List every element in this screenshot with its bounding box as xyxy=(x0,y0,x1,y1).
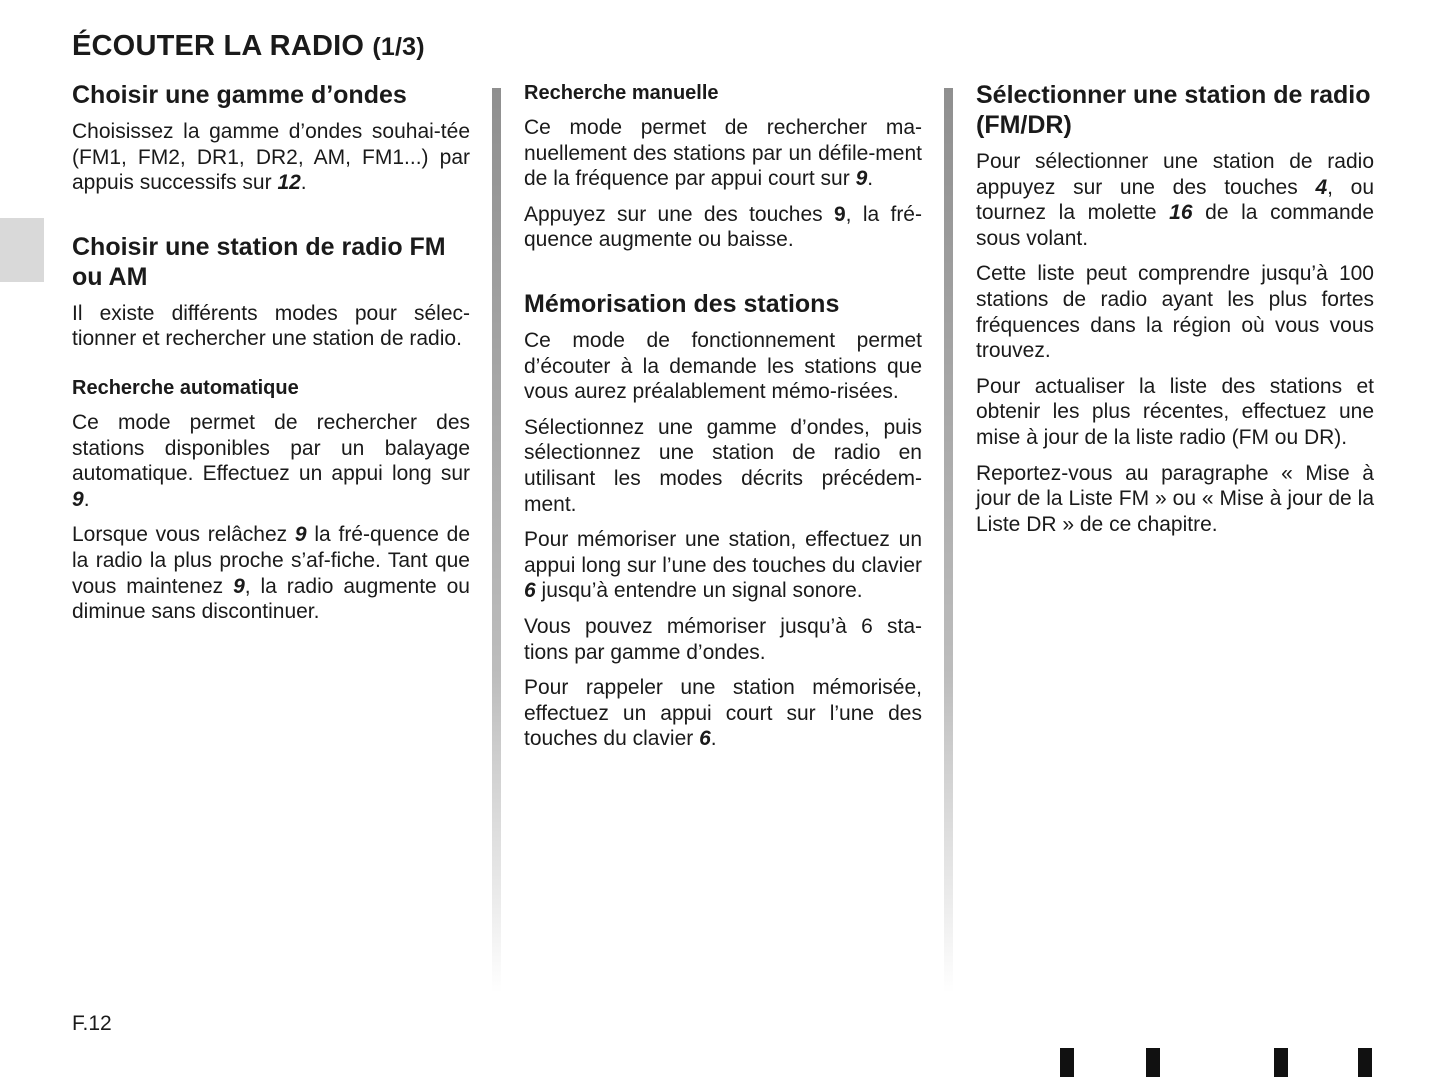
paragraph-list: Cette liste peut comprendre jusqu’à 100 stations de radio ayant les plus fortes fréquences dans la région où vous vous trouvez. xyxy=(976,262,1374,363)
key-ref: 9 xyxy=(833,202,846,226)
column-right xyxy=(976,80,1374,547)
page-title-part: (1/3) xyxy=(372,33,425,61)
heading-manual-search: Recherche manuelle xyxy=(524,82,719,104)
paragraph-recall: Pour rappeler une station mémorisée, effectuez un appui court sur l’une des touches du clavier 6. xyxy=(524,676,922,751)
print-mark xyxy=(1060,1048,1074,1077)
paragraph-auto-search: Ce mode permet de rechercher des stations disponibles par un balayage automatique. Effectuez un appui long sur 9. xyxy=(72,410,470,511)
paragraph-limit: Vous pouvez mémoriser jusqu’à 6 sta-tions par gamme d’ondes. xyxy=(524,614,922,664)
paragraph-press-keys: Appuyez sur une des touches 9, la fré-quence augmente ou baisse. xyxy=(524,202,922,252)
page-title xyxy=(72,30,425,63)
key-ref: 12 xyxy=(277,171,301,195)
heading-station-fm-am: Choisir une station de radio FM ou AM xyxy=(72,232,446,291)
paragraph-store: Pour mémoriser une station, effectuez un appui long sur l’une des touches du clavier 6 jusqu’à entendre un signal sonore. xyxy=(524,528,922,603)
print-mark xyxy=(1274,1048,1288,1077)
chapter-side-tab xyxy=(0,218,44,282)
paragraph-wave-range: Choisissez la gamme d’ondes souhai-tée (FM1, FM2, DR1, DR2, AM, FM1...) par appuis successifs sur 12. xyxy=(72,120,470,195)
paragraph-station-modes: Il existe différents modes pour sélec-tionner et rechercher une station de radio. xyxy=(72,301,470,351)
key-ref: 6 xyxy=(699,727,711,751)
heading-select-station: Sélectionner une station de radio (FM/DR) xyxy=(976,81,1371,139)
paragraph-select-station: Pour sélectionner une station de radio appuyez sur une des touches 4, ou tournez la molette 16 de la commande sous volant. xyxy=(976,150,1374,250)
key-ref: 6 xyxy=(524,579,536,603)
column-left xyxy=(72,80,470,635)
column-middle xyxy=(524,80,922,762)
key-ref: 9 xyxy=(72,487,84,511)
key-ref: 16 xyxy=(1169,201,1193,225)
key-ref: 9 xyxy=(294,523,307,547)
print-mark xyxy=(1358,1048,1372,1077)
paragraph-manual-search: Ce mode permet de rechercher ma-nuellement des stations par un défile-ment de la fréquence par appui court sur 9. xyxy=(524,116,922,191)
key-ref: 4 xyxy=(1315,175,1328,199)
print-mark xyxy=(1146,1048,1160,1077)
heading-auto-search: Recherche automatique xyxy=(72,376,299,399)
page-number: F.12 xyxy=(72,1012,112,1035)
key-ref: 9 xyxy=(233,574,245,598)
page-title-main: ÉCOUTER LA RADIO xyxy=(72,30,365,62)
column-separator-left xyxy=(492,88,501,993)
key-ref: 9 xyxy=(855,167,868,191)
paragraph-select-range: Sélectionnez une gamme d’ondes, puis sélectionnez une station de radio en utilisant les modes décrits précédem-ment. xyxy=(524,415,922,516)
paragraph-update: Pour actualiser la liste des stations et obtenir les plus récentes, effectuez une mise à jour de la liste radio (FM ou DR). xyxy=(976,374,1374,449)
column-separator-right xyxy=(944,88,953,993)
paragraph-memory: Ce mode de fonctionnement permet d’écouter à la demande les stations que vous aurez préalablement mémo-risées. xyxy=(524,328,922,404)
paragraph-release: Lorsque vous relâchez 9 la fré-quence de la radio la plus proche s’af-fiche. Tant que vous maintenez 9, la radio augmente ou diminue sans discontinuer. xyxy=(72,523,470,624)
heading-memory: Mémorisation des stations xyxy=(524,289,840,318)
paragraph-refer: Reportez-vous au paragraphe « Mise à jour de la Liste FM » ou « Mise à jour de la Liste DR » de ce chapitre. xyxy=(976,461,1374,536)
heading-wave-range: Choisir une gamme d’ondes xyxy=(72,81,407,109)
